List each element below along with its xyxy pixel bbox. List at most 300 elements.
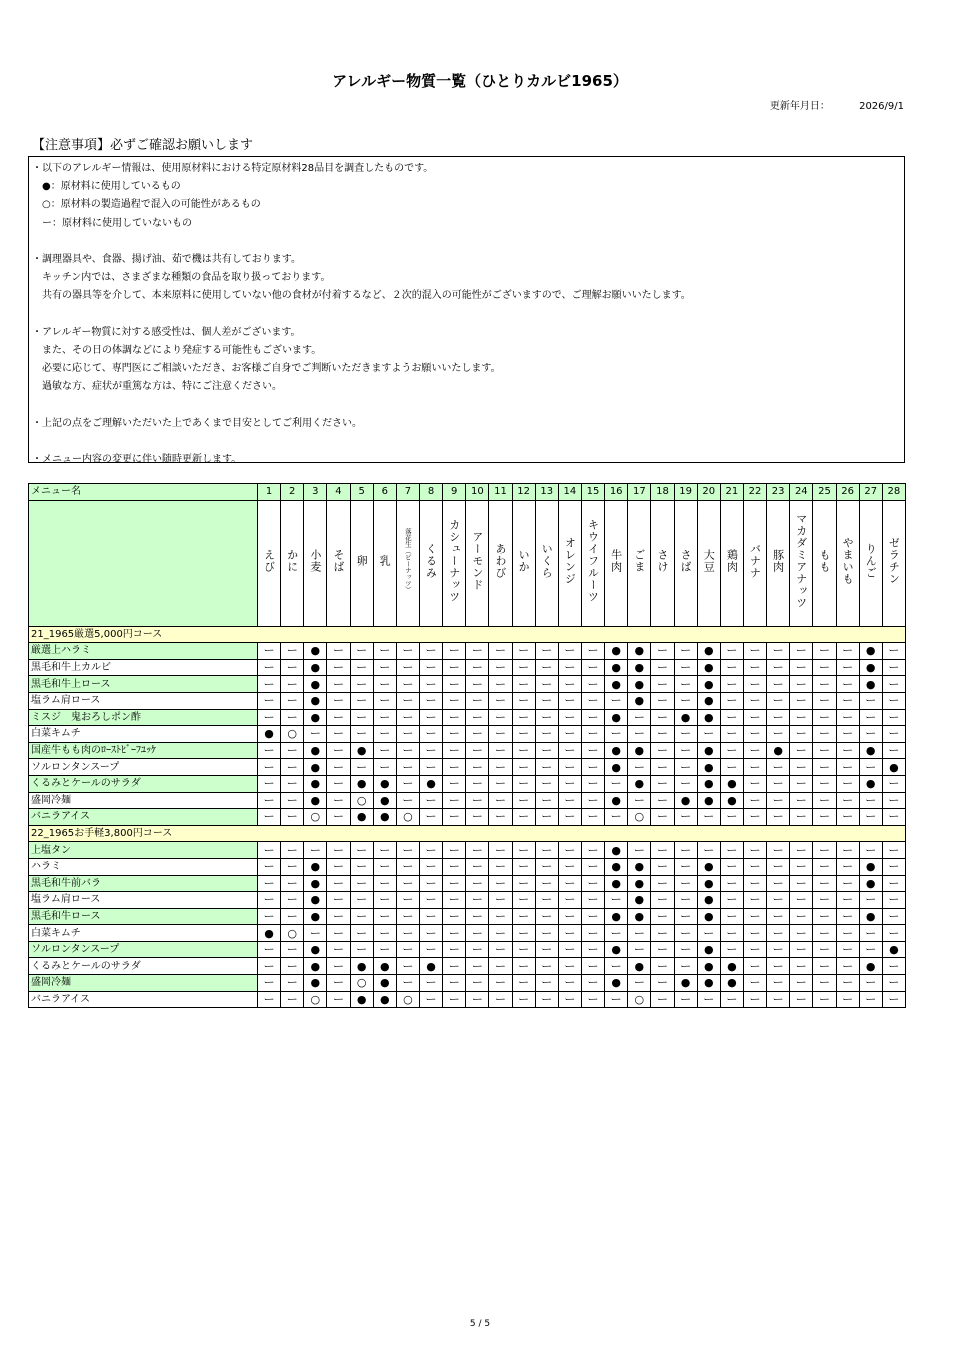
- allergen-mark: ○: [350, 792, 373, 809]
- allergen-mark: ●: [605, 643, 628, 660]
- allergen-mark: ー: [304, 842, 327, 859]
- allergen-mark: ー: [419, 692, 442, 709]
- allergen-mark: ー: [489, 958, 512, 975]
- allergen-mark: ー: [373, 659, 396, 676]
- allergen-mark: ●: [419, 958, 442, 975]
- allergen-mark: ●: [674, 975, 697, 992]
- allergen-mark: ー: [258, 742, 281, 759]
- allergen-mark: ●: [605, 858, 628, 875]
- allergen-mark: ー: [674, 809, 697, 826]
- table-row: [29, 925, 906, 942]
- allergen-mark: ー: [535, 958, 558, 975]
- allergen-number: 19: [674, 484, 697, 501]
- allergen-mark: ●: [859, 875, 882, 892]
- allergen-mark: ー: [836, 792, 859, 809]
- allergen-mark: ー: [281, 643, 304, 660]
- allergen-mark: ー: [535, 792, 558, 809]
- allergen-mark: ー: [813, 676, 836, 693]
- allergen-mark: ー: [443, 643, 466, 660]
- allergen-mark: ー: [466, 659, 489, 676]
- allergen-mark: ー: [836, 775, 859, 792]
- allergen-mark: ー: [396, 643, 419, 660]
- allergen-mark: ー: [512, 842, 535, 859]
- allergen-mark: ー: [512, 991, 535, 1008]
- allergen-mark: ー: [466, 842, 489, 859]
- table-row: [29, 975, 906, 992]
- allergen-mark: ー: [350, 842, 373, 859]
- allergen-mark: ー: [882, 676, 905, 693]
- menu-name: 塩ラム肩ロース: [29, 692, 258, 709]
- allergen-name: [628, 500, 651, 626]
- allergen-mark: ー: [813, 742, 836, 759]
- allergen-mark: ー: [813, 692, 836, 709]
- allergen-mark: ー: [605, 892, 628, 909]
- allergen-mark: ー: [767, 892, 790, 909]
- allergen-mark: ●: [605, 676, 628, 693]
- allergen-mark: ー: [859, 925, 882, 942]
- allergen-mark: ー: [327, 809, 350, 826]
- allergen-mark: ー: [373, 676, 396, 693]
- allergen-mark: ●: [720, 958, 743, 975]
- allergen-mark: ●: [304, 709, 327, 726]
- allergen-mark: ●: [304, 958, 327, 975]
- allergen-mark: ー: [281, 792, 304, 809]
- allergen-mark: ー: [258, 659, 281, 676]
- allergen-mark: ー: [396, 726, 419, 743]
- allergen-mark: ー: [327, 643, 350, 660]
- table-row: [29, 941, 906, 958]
- allergen-mark: ー: [512, 908, 535, 925]
- allergen-mark: ー: [558, 809, 581, 826]
- allergen-mark: ー: [466, 792, 489, 809]
- allergen-number: 1: [258, 484, 281, 501]
- allergen-mark: ●: [720, 775, 743, 792]
- allergen-name: [813, 500, 836, 626]
- allergen-mark: ー: [813, 858, 836, 875]
- allergen-mark: ー: [790, 659, 813, 676]
- allergen-mark: ー: [512, 941, 535, 958]
- allergen-mark: ー: [720, 742, 743, 759]
- allergen-mark: ー: [767, 925, 790, 942]
- allergen-mark: ー: [489, 709, 512, 726]
- allergen-mark: ー: [535, 925, 558, 942]
- allergen-mark: ー: [327, 925, 350, 942]
- allergen-name: [605, 500, 628, 626]
- allergen-mark: ー: [743, 908, 766, 925]
- allergen-mark: ー: [882, 892, 905, 909]
- allergen-mark: ー: [489, 742, 512, 759]
- allergen-mark: ー: [882, 809, 905, 826]
- allergen-mark: ー: [697, 809, 720, 826]
- allergen-mark: ー: [327, 709, 350, 726]
- allergen-label: 鶏肉: [725, 548, 739, 573]
- allergen-mark: ー: [558, 726, 581, 743]
- allergen-mark: ー: [813, 759, 836, 776]
- allergen-mark: ●: [697, 975, 720, 992]
- allergen-label: いくら: [540, 542, 554, 579]
- allergen-mark: ●: [304, 692, 327, 709]
- menu-name: くるみとケールのサラダ: [29, 775, 258, 792]
- allergen-number: 25: [813, 484, 836, 501]
- allergen-mark: ー: [651, 875, 674, 892]
- allergen-mark: ●: [859, 858, 882, 875]
- allergen-mark: ー: [720, 809, 743, 826]
- allergen-mark: ー: [720, 991, 743, 1008]
- allergen-mark: ー: [512, 692, 535, 709]
- allergen-mark: ー: [581, 975, 604, 992]
- allergen-mark: ー: [258, 809, 281, 826]
- allergen-mark: ー: [790, 958, 813, 975]
- allergen-mark: ー: [512, 875, 535, 892]
- allergen-mark: ○: [281, 726, 304, 743]
- allergen-mark: ●: [628, 643, 651, 660]
- allergen-mark: ー: [396, 892, 419, 909]
- allergen-mark: ー: [535, 775, 558, 792]
- allergen-mark: ー: [466, 692, 489, 709]
- allergen-mark: ー: [350, 726, 373, 743]
- allergen-mark: ●: [882, 759, 905, 776]
- allergen-mark: ●: [304, 759, 327, 776]
- allergen-mark: ー: [813, 842, 836, 859]
- allergen-mark: ー: [373, 875, 396, 892]
- allergen-number: 7: [396, 484, 419, 501]
- allergen-mark: ー: [489, 941, 512, 958]
- allergen-mark: ー: [396, 742, 419, 759]
- notice-line: 過敏な方、症状が重篤な方は、特にご注意ください。: [32, 381, 282, 393]
- allergen-mark: ●: [304, 792, 327, 809]
- allergen-mark: ー: [373, 892, 396, 909]
- allergen-mark: ー: [258, 908, 281, 925]
- allergen-mark: ー: [443, 941, 466, 958]
- allergen-mark: ー: [558, 858, 581, 875]
- allergen-number: 5: [350, 484, 373, 501]
- allergen-mark: ー: [790, 676, 813, 693]
- allergen-mark: ー: [327, 775, 350, 792]
- allergen-number: 27: [859, 484, 882, 501]
- allergen-mark: ー: [489, 809, 512, 826]
- allergen-mark: ー: [466, 875, 489, 892]
- allergen-mark: ー: [882, 775, 905, 792]
- allergen-mark: ー: [396, 775, 419, 792]
- allergen-name: [859, 500, 882, 626]
- allergen-mark: ー: [813, 875, 836, 892]
- allergen-mark: ー: [720, 759, 743, 776]
- allergen-name: [443, 500, 466, 626]
- allergen-mark: ー: [535, 875, 558, 892]
- allergen-mark: ー: [373, 643, 396, 660]
- allergen-mark: ●: [628, 742, 651, 759]
- allergen-mark: ー: [813, 975, 836, 992]
- allergen-mark: ー: [535, 643, 558, 660]
- table-row: [29, 792, 906, 809]
- allergen-mark: ー: [373, 759, 396, 776]
- allergen-mark: ー: [558, 742, 581, 759]
- menu-name: 黒毛和牛上ロース: [29, 676, 258, 693]
- allergen-mark: ー: [558, 792, 581, 809]
- allergen-mark: ー: [882, 975, 905, 992]
- allergen-mark: ー: [373, 842, 396, 859]
- allergen-mark: ー: [466, 709, 489, 726]
- allergen-name: [396, 500, 419, 626]
- notice-heading: 【注意事項】必ずご確認お願いします: [32, 138, 254, 153]
- allergen-mark: ー: [512, 726, 535, 743]
- allergen-mark: ●: [697, 941, 720, 958]
- allergen-mark: ●: [304, 875, 327, 892]
- allergen-mark: ●: [373, 809, 396, 826]
- allergen-mark: ー: [419, 875, 442, 892]
- updated-value: 2026/9/1: [859, 101, 904, 112]
- allergen-mark: ー: [790, 726, 813, 743]
- allergen-mark: ー: [396, 875, 419, 892]
- allergen-mark: ー: [281, 975, 304, 992]
- allergen-label: りんご: [864, 542, 878, 579]
- allergen-mark: ー: [674, 842, 697, 859]
- notice-line: ●：原材料に使用しているもの: [32, 181, 181, 193]
- allergen-mark: ●: [859, 908, 882, 925]
- allergen-mark: ●: [628, 676, 651, 693]
- allergen-mark: ー: [859, 726, 882, 743]
- allergen-mark: ー: [743, 958, 766, 975]
- allergen-mark: ー: [281, 958, 304, 975]
- allergen-label: やまいも: [841, 536, 855, 585]
- allergen-mark: ー: [396, 759, 419, 776]
- allergen-mark: ー: [419, 676, 442, 693]
- allergen-mark: ー: [535, 692, 558, 709]
- allergen-mark: ー: [512, 775, 535, 792]
- allergen-label: えび: [262, 548, 276, 573]
- allergen-mark: ー: [466, 643, 489, 660]
- allergen-mark: ー: [790, 759, 813, 776]
- allergen-mark: ー: [489, 975, 512, 992]
- allergen-number: 9: [443, 484, 466, 501]
- allergen-mark: ー: [674, 941, 697, 958]
- allergen-mark: ー: [373, 692, 396, 709]
- allergen-mark: ●: [373, 975, 396, 992]
- allergen-mark: ー: [281, 775, 304, 792]
- allergen-mark: ー: [396, 842, 419, 859]
- allergen-mark: ー: [628, 709, 651, 726]
- allergen-label: 落花生（ピーナッツ）: [403, 528, 412, 594]
- allergen-mark: ー: [350, 709, 373, 726]
- table-row: [29, 726, 906, 743]
- allergen-mark: ー: [535, 659, 558, 676]
- allergen-name: [489, 500, 512, 626]
- allergen-mark: ー: [790, 991, 813, 1008]
- allergen-mark: ー: [258, 643, 281, 660]
- allergen-mark: ー: [651, 792, 674, 809]
- allergen-mark: ●: [258, 726, 281, 743]
- allergen-mark: ●: [304, 742, 327, 759]
- allergen-mark: ー: [628, 759, 651, 776]
- allergen-mark: ー: [581, 792, 604, 809]
- allergen-mark: ー: [466, 858, 489, 875]
- allergen-mark: ー: [443, 958, 466, 975]
- allergen-mark: ー: [743, 726, 766, 743]
- allergen-mark: ー: [813, 958, 836, 975]
- allergen-mark: ー: [419, 809, 442, 826]
- allergen-mark: ー: [813, 941, 836, 958]
- allergen-mark: ー: [512, 709, 535, 726]
- allergen-mark: ー: [258, 842, 281, 859]
- allergen-mark: ー: [281, 759, 304, 776]
- allergen-mark: ●: [859, 958, 882, 975]
- allergen-name: [327, 500, 350, 626]
- allergen-mark: ー: [581, 925, 604, 942]
- allergen-mark: ー: [373, 709, 396, 726]
- allergen-mark: ー: [882, 991, 905, 1008]
- allergen-mark: ー: [581, 892, 604, 909]
- allergen-mark: ー: [767, 941, 790, 958]
- allergen-mark: ー: [443, 858, 466, 875]
- allergen-label: そば: [331, 548, 345, 573]
- allergen-mark: ー: [281, 676, 304, 693]
- allergen-mark: ●: [697, 659, 720, 676]
- menu-name: 黒毛和牛ロース: [29, 908, 258, 925]
- allergen-label: 小麦: [308, 548, 322, 573]
- menu-name: 国産牛もも肉のﾛｰｽﾄﾋﾞｰﾌﾕｯｹ: [29, 742, 258, 759]
- allergen-mark: ー: [350, 659, 373, 676]
- allergen-mark: ー: [790, 842, 813, 859]
- allergen-mark: ー: [373, 726, 396, 743]
- allergen-mark: ー: [466, 676, 489, 693]
- allergen-mark: ー: [350, 643, 373, 660]
- allergen-mark: ー: [327, 958, 350, 975]
- allergen-mark: ー: [674, 759, 697, 776]
- allergen-mark: ー: [535, 892, 558, 909]
- allergen-mark: ー: [281, 809, 304, 826]
- allergen-mark: ー: [790, 643, 813, 660]
- allergen-label: オレンジ: [563, 536, 577, 585]
- allergen-mark: ー: [443, 692, 466, 709]
- allergen-mark: ー: [651, 726, 674, 743]
- menu-name: 黒毛和牛上カルビ: [29, 659, 258, 676]
- allergen-mark: ー: [443, 991, 466, 1008]
- allergen-mark: ー: [743, 975, 766, 992]
- allergen-mark: ー: [743, 941, 766, 958]
- allergen-mark: ー: [489, 692, 512, 709]
- allergen-mark: ー: [813, 775, 836, 792]
- table-row: [29, 692, 906, 709]
- allergen-mark: ー: [512, 809, 535, 826]
- allergen-mark: ー: [790, 742, 813, 759]
- allergen-mark: ー: [882, 709, 905, 726]
- allergen-mark: ー: [281, 908, 304, 925]
- allergen-mark: ー: [281, 842, 304, 859]
- allergen-mark: ー: [327, 941, 350, 958]
- allergen-mark: ○: [396, 991, 419, 1008]
- allergen-mark: ー: [396, 908, 419, 925]
- allergen-number: 23: [767, 484, 790, 501]
- allergen-mark: ー: [489, 643, 512, 660]
- allergen-mark: ー: [581, 875, 604, 892]
- allergen-mark: ー: [373, 742, 396, 759]
- allergen-mark: ー: [743, 759, 766, 776]
- allergen-mark: ●: [882, 941, 905, 958]
- allergen-mark: ー: [396, 925, 419, 942]
- allergen-mark: ー: [790, 809, 813, 826]
- allergen-label: さば: [679, 548, 693, 573]
- allergen-mark: ー: [512, 792, 535, 809]
- allergen-mark: ー: [720, 858, 743, 875]
- allergen-mark: ー: [443, 775, 466, 792]
- allergen-mark: ー: [767, 643, 790, 660]
- allergen-number: 28: [882, 484, 905, 501]
- allergen-mark: ー: [535, 726, 558, 743]
- allergen-mark: ー: [767, 975, 790, 992]
- allergen-mark: ●: [697, 692, 720, 709]
- allergen-mark: ー: [281, 892, 304, 909]
- allergen-mark: ー: [813, 809, 836, 826]
- allergen-label: マカダミアナッツ: [794, 512, 808, 609]
- allergen-mark: ー: [859, 941, 882, 958]
- allergen-mark: ー: [489, 858, 512, 875]
- allergen-mark: ー: [581, 958, 604, 975]
- menu-name: 上塩タン: [29, 842, 258, 859]
- allergen-mark: ー: [281, 875, 304, 892]
- allergen-mark: ●: [373, 775, 396, 792]
- allergen-mark: ー: [743, 991, 766, 1008]
- allergen-mark: ー: [327, 908, 350, 925]
- allergen-mark: ー: [443, 759, 466, 776]
- allergen-label: かに: [285, 548, 299, 573]
- allergen-mark: ー: [373, 941, 396, 958]
- allergen-mark: ー: [743, 792, 766, 809]
- allergen-mark: ー: [466, 925, 489, 942]
- table-row: [29, 858, 906, 875]
- allergen-mark: ー: [443, 676, 466, 693]
- allergen-mark: ー: [651, 892, 674, 909]
- allergen-mark: ー: [836, 975, 859, 992]
- allergen-number: 16: [605, 484, 628, 501]
- allergen-mark: ー: [720, 941, 743, 958]
- allergen-mark: ー: [628, 975, 651, 992]
- allergen-mark: ー: [790, 709, 813, 726]
- allergen-mark: ー: [813, 709, 836, 726]
- allergen-mark: ー: [674, 676, 697, 693]
- allergen-mark: ー: [443, 925, 466, 942]
- allergen-name: [512, 500, 535, 626]
- allergen-mark: ー: [767, 858, 790, 875]
- allergen-mark: ●: [859, 742, 882, 759]
- allergen-mark: ●: [628, 908, 651, 925]
- allergen-number: 24: [790, 484, 813, 501]
- allergen-mark: ー: [882, 659, 905, 676]
- allergen-number: 21: [720, 484, 743, 501]
- allergen-mark: ー: [882, 726, 905, 743]
- allergen-mark: ー: [651, 991, 674, 1008]
- allergen-mark: ー: [281, 659, 304, 676]
- allergen-table: [28, 483, 906, 1008]
- allergen-mark: ー: [443, 908, 466, 925]
- menu-header-blank: [29, 500, 258, 626]
- allergen-mark: ー: [258, 991, 281, 1008]
- allergen-mark: ー: [558, 892, 581, 909]
- allergen-mark: ●: [304, 659, 327, 676]
- allergen-mark: ー: [443, 742, 466, 759]
- allergen-mark: ー: [327, 726, 350, 743]
- allergen-mark: ー: [281, 991, 304, 1008]
- allergen-mark: ー: [327, 659, 350, 676]
- allergen-mark: ー: [535, 941, 558, 958]
- allergen-label: キウイフルーツ: [586, 518, 600, 603]
- allergen-mark: ー: [767, 908, 790, 925]
- allergen-mark: ー: [743, 643, 766, 660]
- allergen-mark: ー: [767, 991, 790, 1008]
- allergen-name: [674, 500, 697, 626]
- allergen-mark: ー: [373, 908, 396, 925]
- allergen-mark: ー: [651, 908, 674, 925]
- allergen-name: [697, 500, 720, 626]
